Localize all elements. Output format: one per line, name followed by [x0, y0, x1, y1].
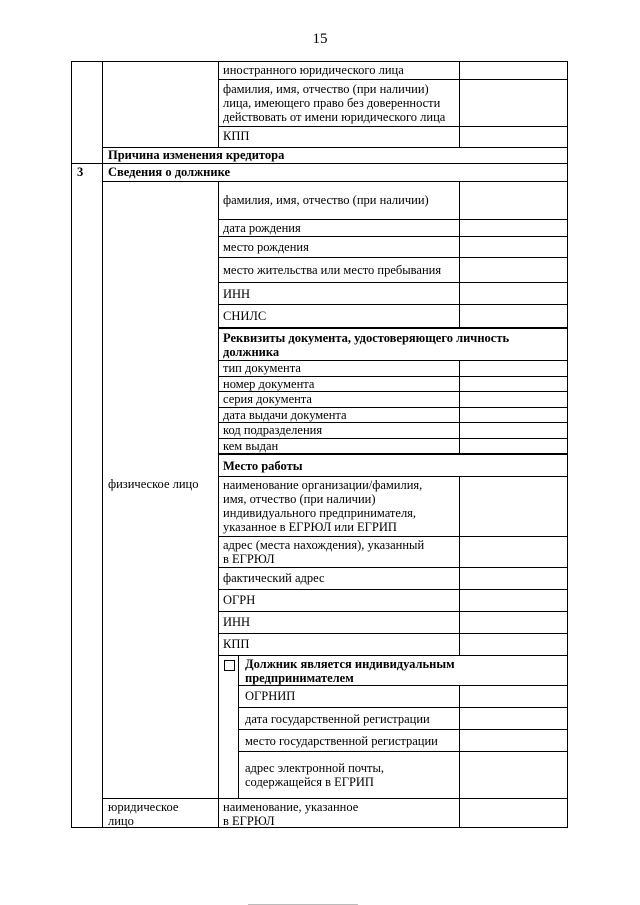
state-reg-date-label: дата государственной регистрации [245, 712, 430, 726]
entrepreneur-title-line-2: предпринимателем [245, 671, 354, 685]
section-number: 3 [77, 165, 84, 179]
ogrn-label: ОГРН [223, 593, 256, 607]
residence-label: место жительства или место пребывания [223, 263, 442, 277]
inn2-label: ИНН [223, 615, 251, 629]
issued-by-label: кем выдан [223, 439, 279, 453]
id-document-title-line-1: Реквизиты документа, удостоверяющего личность [223, 331, 510, 345]
column-divider-value [459, 476, 460, 655]
row-line [218, 655, 568, 656]
legal-entity-label-line-1: юридическое [108, 800, 179, 814]
row-line [218, 282, 568, 283]
org-name-line-3: индивидуального предпринимателя, [223, 506, 417, 520]
row-line [218, 304, 568, 305]
foreign-legal-entity-label: иностранного юридического лица [223, 63, 404, 77]
row-line [218, 219, 568, 220]
row-line-bold [218, 327, 568, 329]
column-divider-category [218, 181, 219, 828]
reason-change-creditor: Причина изменения кредитора [108, 148, 285, 162]
ogrnip-label: ОГРНИП [245, 689, 296, 703]
entrepreneur-title-line-1: Должник является индивидуальным [245, 657, 455, 671]
row-line [218, 633, 568, 634]
column-divider-category [218, 61, 219, 147]
birth-place-label: место рождения [223, 240, 309, 254]
division-code-label: код подразделения [223, 423, 323, 437]
email-line-2: содержащейся в ЕГРИП [245, 775, 374, 789]
column-divider-number [102, 61, 103, 828]
row-line [218, 589, 568, 590]
address-egrul-line-2: в ЕГРЮЛ [223, 552, 275, 566]
row-line [102, 181, 568, 182]
row-line [238, 729, 568, 730]
actual-address-label: фактический адрес [223, 571, 325, 585]
entrepreneur-checkbox[interactable] [224, 660, 235, 671]
org-name-line-4: указанное в ЕГРЮЛ или ЕГРИП [223, 520, 397, 534]
kpp2-label: КПП [223, 637, 250, 651]
org-name-line-2: имя, отчество (при наличии) [223, 492, 376, 506]
table-border-left [71, 61, 72, 828]
row-line [238, 707, 568, 708]
email-line-1: адрес электронной почты, [245, 761, 384, 775]
table-border-bottom [71, 827, 568, 828]
row-line [218, 536, 568, 537]
individual-label: физическое лицо [108, 477, 199, 491]
legal-entity-label-line-2: лицо [108, 814, 134, 828]
inn-label: ИНН [223, 287, 251, 301]
entrepreneur-indent [238, 655, 239, 798]
org-name-line-1: наименование организации/фамилия, [223, 478, 423, 492]
doc-series-label: серия документа [223, 392, 312, 406]
row-line [218, 126, 568, 127]
birth-date-label: дата рождения [223, 221, 301, 235]
row-line [218, 257, 568, 258]
doc-issue-date-label: дата выдачи документа [223, 408, 347, 422]
address-egrul-line-1: адрес (места нахождения), указанный [223, 538, 425, 552]
state-reg-place-label: место государственной регистрации [245, 734, 438, 748]
doc-type-label: тип документа [223, 361, 301, 375]
snils-label: СНИЛС [223, 309, 267, 323]
row-line [71, 163, 568, 164]
authorized-person-line-1: фамилия, имя, отчество (при наличии) [223, 82, 429, 96]
row-line [238, 751, 568, 752]
column-divider-value [459, 181, 460, 328]
row-line [218, 236, 568, 237]
row-line [218, 476, 568, 477]
authorized-person-line-2: лица, имеющего право без доверенности [223, 96, 441, 110]
column-divider-value [459, 61, 460, 147]
authorized-person-line-3: действовать от имени юридического лица [223, 110, 446, 124]
legal-entity-name-line-2: в ЕГРЮЛ [223, 814, 275, 828]
workplace-title: Место работы [223, 459, 303, 473]
doc-number-label: номер документа [223, 377, 315, 391]
row-line [218, 79, 568, 80]
table-border-right [567, 61, 568, 828]
full-name-label: фамилия, имя, отчество (при наличии) [223, 193, 429, 207]
row-line [218, 611, 568, 612]
row-line [102, 798, 568, 799]
id-document-title-line-2: должника [223, 345, 280, 359]
row-line [218, 567, 568, 568]
section-title: Сведения о должнике [108, 165, 231, 179]
page-number: 15 [312, 31, 328, 47]
legal-entity-name-line-1: наименование, указанное [223, 800, 359, 814]
kpp-label: КПП [223, 129, 250, 143]
row-line [71, 61, 568, 62]
